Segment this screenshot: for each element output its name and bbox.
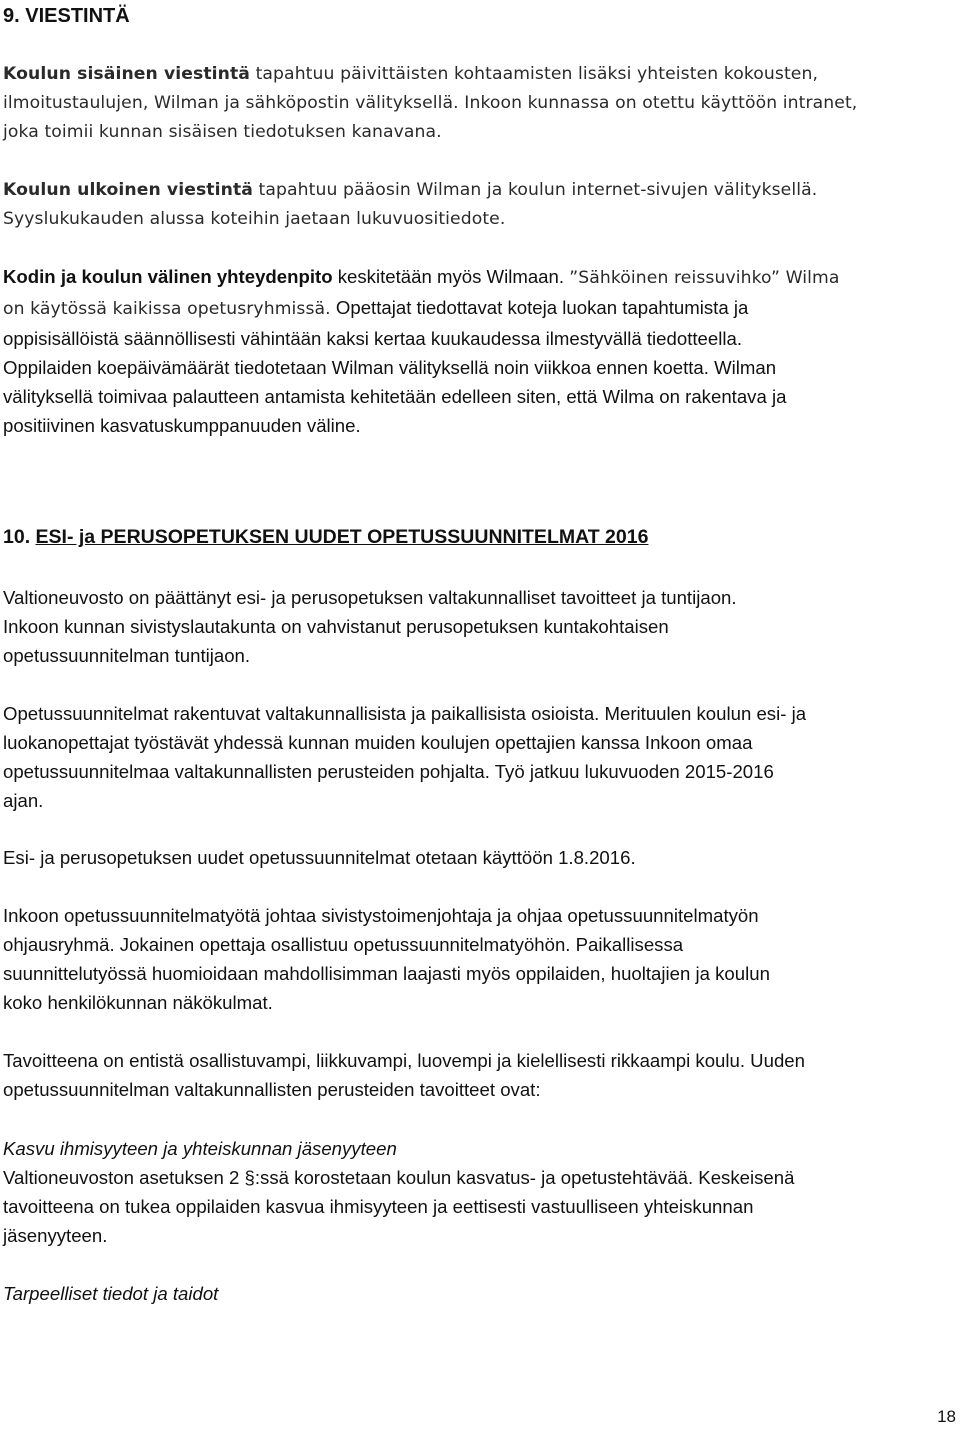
text-line: ilmoitustaulujen, Wilman ja sähköpostin välityksellä. Inkoon kunnassa on otettu käyttöön intranet,	[3, 93, 858, 113]
text-line: positiivinen kasvatuskumppanuuden väline.	[3, 415, 361, 436]
text-line: Tavoitteena on entistä osallistuvampi, liikkuvampi, luovempi ja kielellisesti rikkaampi koulu. Uuden	[3, 1050, 805, 1071]
bold-term: Kodin ja koulun välinen yhteydenpito	[3, 266, 333, 287]
paragraph-curriculum-start: Esi- ja perusopetuksen uudet opetussuunnitelmat otetaan käyttöön 1.8.2016.	[3, 847, 636, 868]
text-line: opetussuunnitelman tuntijaon.	[3, 645, 251, 666]
page-number: 18	[937, 1407, 956, 1426]
goal-1-title: Kasvu ihmisyyteen ja yhteiskunnan jäsenyyteen	[3, 1138, 397, 1159]
text-line: tavoitteena on tukea oppilaiden kasvua ihmisyyteen ja eettisesti vastuulliseen yhteiskunnan	[3, 1196, 754, 1217]
paragraph-national-goals	[3, 583, 955, 670]
text-line: Valtioneuvoston asetuksen 2 §:ssä korostetaan koulun kasvatus- ja opetustehtävää. Keskeisenä	[3, 1167, 795, 1188]
paragraph-goals-intro	[3, 1046, 955, 1104]
paragraph-curriculum-structure	[3, 699, 955, 815]
text-line: Inkoon kunnan sivistyslautakunta on vahvistanut perusopetuksen kuntakohtaisen	[3, 616, 669, 637]
text-line: Valtioneuvosto on päättänyt esi- ja perusopetuksen valtakunnalliset tavoitteet ja tuntijaon.	[3, 587, 737, 608]
section-9-heading: 9. VIESTINTÄ	[3, 5, 130, 27]
bold-term: Koulun sisäinen viestintä	[3, 64, 251, 84]
text-line: Inkoon opetussuunnitelmatyötä johtaa sivistystoimenjohtaja ja ohjaa opetussuunnitelmatyön	[3, 905, 759, 926]
text-line: koko henkilökunnan näkökulmat.	[3, 992, 273, 1013]
text-line: Kodin ja koulun välinen yhteydenpito keskitetään myös Wilmaan. ”Sähköinen reissuvihko” Wilma	[3, 266, 840, 288]
text-line: Syyslukukauden alussa koteihin jaetaan lukuvuositiedote.	[3, 209, 506, 229]
text-line: Koulun sisäinen viestintä tapahtuu päivittäisten kohtaamisten lisäksi yhteisten kokousten,	[3, 64, 819, 84]
text-line: jäsenyyteen.	[3, 1225, 108, 1246]
goal-2-title: Tarpeelliset tiedot ja taidot	[3, 1283, 219, 1304]
paragraph-internal-communication	[3, 60, 955, 147]
text-line: luokanopettajat työstävät yhdessä kunnan muiden koulujen opettajien kanssa Inkoon omaa	[3, 732, 753, 753]
paragraph-curriculum-work	[3, 901, 955, 1017]
text-line: Koulun ulkoinen viestintä tapahtuu pääosin Wilman ja koulun internet-sivujen välityksellä.	[3, 180, 818, 200]
text-line: välityksellä toimivaa palautteen antamista kehitetään edelleen siten, että Wilma on rakentava ja	[3, 386, 787, 407]
bold-term: Koulun ulkoinen viestintä	[3, 180, 253, 200]
text-line: on käytössä kaikissa opetusryhmissä. Opettajat tiedottavat koteja luokan tapahtumista ja	[3, 297, 749, 319]
text-line: Oppilaiden koepäivämäärät tiedotetaan Wilman välityksellä noin viikkoa ennen koetta. Wilman	[3, 357, 777, 378]
text-line: joka toimii kunnan sisäisen tiedotuksen kanavana.	[3, 122, 442, 142]
text-line: ajan.	[3, 790, 44, 811]
goal-1-text	[3, 1163, 955, 1250]
text-line: suunnittelutyössä huomioidaan mahdollisimman laajasti myös oppilaiden, huoltajien ja koulun	[3, 963, 770, 984]
text-line: Opetussuunnitelmat rakentuvat valtakunnallisista ja paikallisista osioista. Merituulen koulun esi- ja	[3, 703, 807, 724]
text-line: oppisisällöistä säännöllisesti vähintään kaksi kertaa kuukaudessa ilmestyvällä tiedotteella.	[3, 328, 742, 349]
section-10-heading: 10. ESI- ja PERUSOPETUKSEN UUDET OPETUSSUUNNITELMAT 2016	[3, 526, 649, 548]
text-line: opetussuunnitelman valtakunnallisten perusteiden tavoitteet ovat:	[3, 1079, 541, 1100]
text-line: ohjausryhmä. Jokainen opettaja osallistuu opetussuunnitelmatyöhön. Paikallisessa	[3, 934, 684, 955]
paragraph-external-communication	[3, 176, 955, 234]
text-line: opetussuunnitelmaa valtakunnallisten perusteiden pohjalta. Työ jatkuu lukuvuoden 2015-2016	[3, 761, 774, 782]
paragraph-home-school-contact	[3, 262, 955, 440]
